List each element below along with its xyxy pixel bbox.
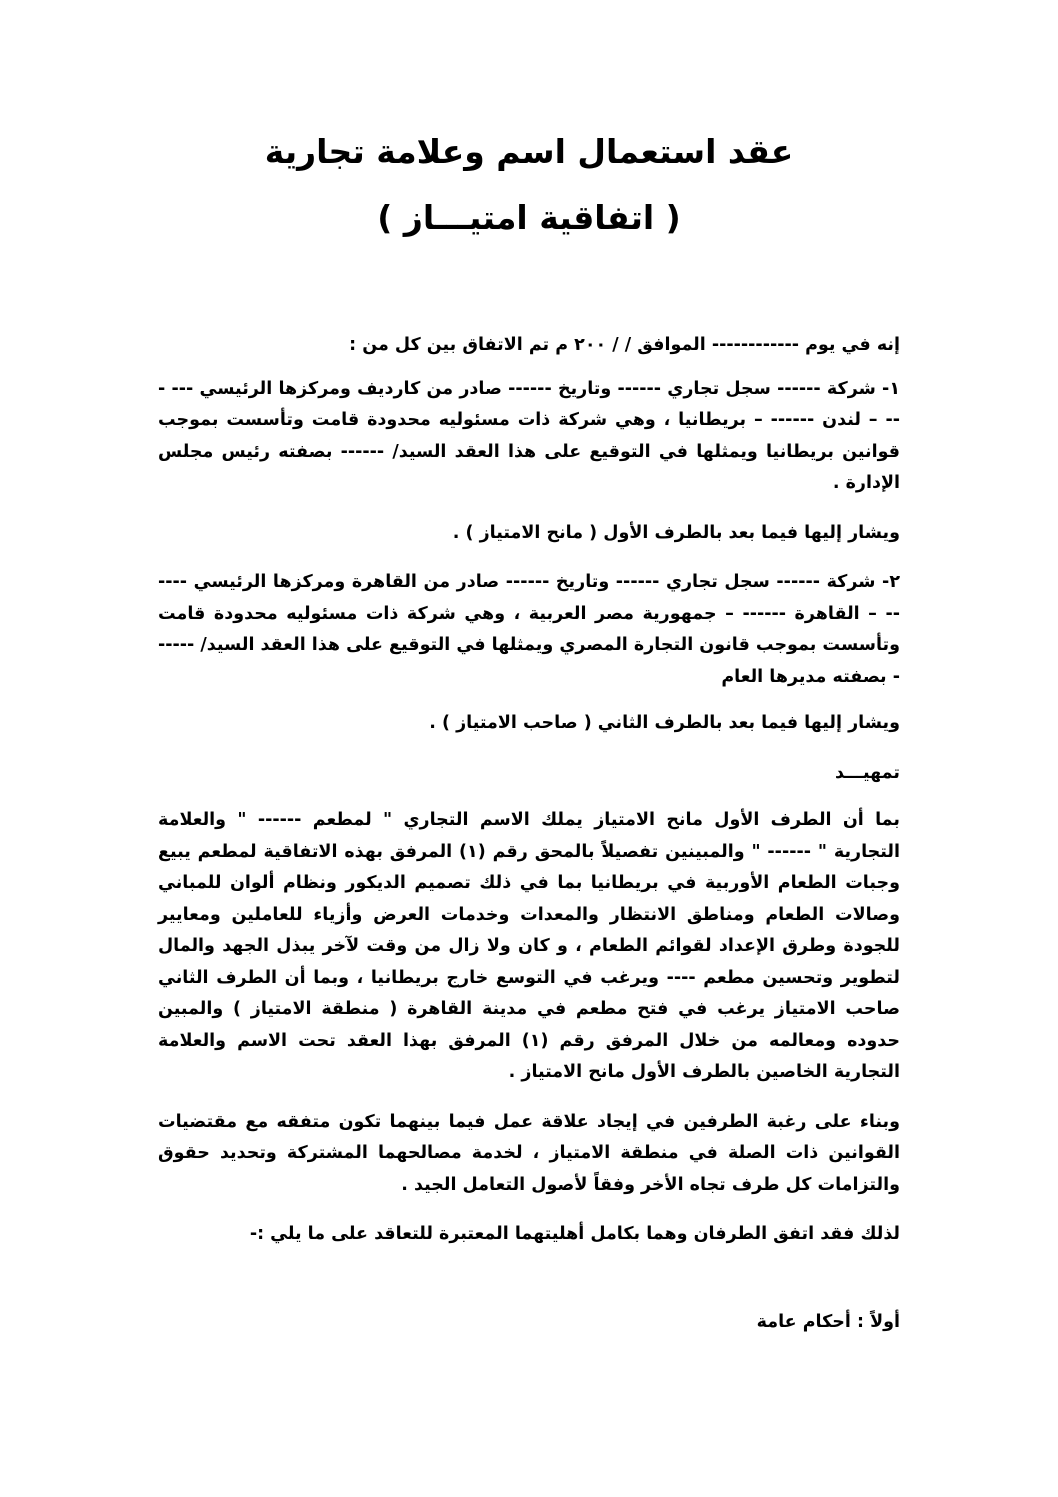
party-one-paragraph: ١- شركة ------ سجل تجاري ------ وتاريخ ------ صادر من كارديف ومركزها الرئيسي --- --- – لندن ------ – بريطانيا ، وهي شركة ذات مسئوليه محدودة قامت وتأسست بموجب قوانين بريطانيا ويمثلها في التوقيع على هذا العقد السيد/ ------ بصفته رئيس مجلس الإدارة . (158, 378, 900, 493)
party-one-reference: ويشار إليها فيما بعد بالطرف الأول ( مانح الامتياز ) . (452, 522, 900, 543)
section-one-heading: أولاً : أحكام عامة (756, 1311, 900, 1332)
preamble-paragraph: بما أن الطرف الأول مانح الامتياز يملك الاسم التجاري " لمطعم ------ " والعلامة التجارية " ------ " والمبينين تفصيلاً بالمحق رقم (١) المرفق بهذه الاتفاقية لمطعم يبيع وجبات الطعام الأوربية في بريطانيا بما في ذلك تصميم الديكور ونظام ألوان للمباني وصالات الطعام ومناطق الانتظار والمعدات وخدمات العرض وأزياء للعاملين ومعايير للجودة وطرق الإعداد لقوائم الطعام ، و كان ولا زال من وقت لآخر يبذل الجهد والمال لتطوير وتحسين مطعم ---- ويرغب في التوسع خارج بريطانيا ، وبما أن الطرف الثاني صاحب الامتياز يرغب في فتح مطعم في مدينة القاهرة ( منطقة الامتياز ) والمبين حدوده ومعالمه من خلال المرفق رقم (١) المرفق بهذا العقد تحت الاسم والعلامة التجارية الخاصين بالطرف الأول مانح الامتياز . (158, 810, 901, 1082)
document-title: عقد استعمال اسم وعلامة تجارية (264, 132, 794, 171)
intro-paragraph: إنه في يوم ------------ الموافق / / ٢٠٠ م تم الاتفاق بين كل من : (349, 335, 900, 355)
party-two-paragraph: ٢- شركة ------ سجل تجاري ------ وتاريخ ------ صادر من القاهرة ومركزها الرئيسي ------ – القاهرة ------ – جمهورية مصر العربية ، وهي شركة ذات مسئوليه محدودة قامت وتأسست بموجب قانون التجارة المصري ويمثلها في التوقيع على هذا العقد السيد/ ------ بصفته مديرها العام (158, 572, 900, 687)
party-two-reference: ويشار إليها فيما بعد بالطرف الثاني ( صاحب الامتياز ) . (429, 713, 900, 733)
document-body (158, 330, 900, 1338)
relationship-paragraph: وبناء على رغبة الطرفين في إيجاد علاقة عمل فيما بينهما تكون متفقه مع مقتضيات القوانين ذات الصلة في منطقة الامتياز ، لخدمة مصالحهما المشتركة وتحديد حقوق والتزامات كل طرف تجاه الأخر وفقاً لأصول التعامل الجيد . (158, 1111, 900, 1195)
document-subtitle: ( اتفاقية امتيـــاز ) (377, 198, 681, 237)
agreement-paragraph: لذلك فقد اتفق الطرفان وهما بكامل أهليتهما المعتبرة للتعاقد على ما يلي :- (249, 1224, 900, 1244)
preamble-heading: تمهيـــد (834, 762, 900, 783)
